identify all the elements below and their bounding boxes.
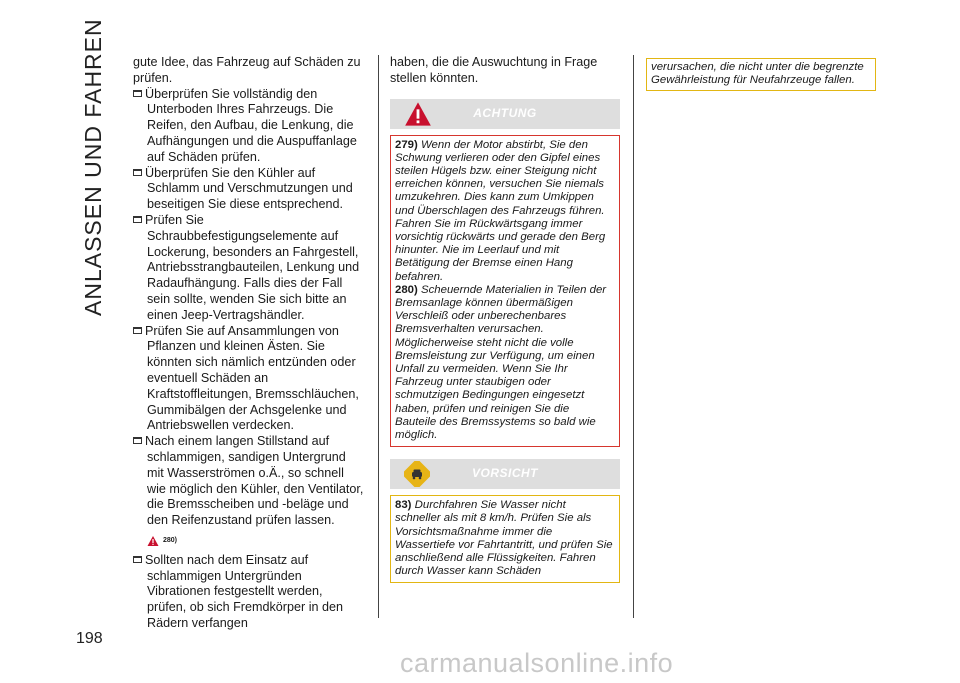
bullet-icon	[133, 169, 142, 176]
note: 83) Durchfahren Sie Wasser nicht schneller als mit 8 km/h. Prüfen Sie als Vorsichtsmaßnahme immer die Wassertiefe vor Fahrtantritt, und prüfen Sie anschließend alle Flüssigkeiten. Fahren durch Wasser kann Schäden	[395, 499, 613, 578]
warning-triangle-icon	[147, 535, 159, 547]
bullet-icon	[133, 556, 142, 563]
caution-car-icon	[404, 461, 430, 487]
vorsicht-box	[390, 495, 620, 583]
paragraph: gute Idee, das Fahrzeug auf Schäden zu prüfen.	[133, 55, 361, 85]
paragraph: haben, die die Auswuchtung in Frage stellen könnten.	[390, 55, 598, 85]
vorsicht-header: VORSICHT	[390, 459, 620, 489]
column-2	[390, 55, 620, 583]
note: 279) Wenn der Motor abstirbt, Sie den Schwung verlieren oder den Gipfel eines steilen Hügels bzw. einer Steigung nicht erreichen können, versuchen Sie niemals umzukehren. Dies kann zum Umkippen und Überschlagen des Fahrzeugs führen. Fahren Sie im Rückwärtsgang immer vorsichtig rückwärts und gerade den Berg hinunter. Nie im Leerlauf und mit Betätigung der Bremse einen Hang befahren.	[395, 138, 606, 283]
column-divider	[633, 55, 634, 618]
watermark: carmanualsonline.info	[400, 648, 674, 678]
note-continuation: verursachen, die nicht unter die begrenzte Gewährleistung für Neufahrzeuge fallen.	[651, 61, 864, 87]
bullet-item: Überprüfen Sie den Kühler auf Schlamm und Verschmutzungen und beseitigen Sie diese entsprechend.	[133, 166, 365, 213]
achtung-box	[390, 135, 620, 448]
bullet-item: Prüfen Sie auf Ansammlungen von Pflanzen und kleinen Ästen. Sie könnten sich nämlich entzünden oder eventuell Schäden an Kraftstoffleitungen, Bremsschläuchen, Gummibälgen der Achsgelenke und Antriebswellen verdecken.	[133, 324, 365, 435]
bullet-icon	[133, 216, 142, 223]
bullet-icon	[133, 90, 142, 97]
warning-reference: 280)	[147, 533, 365, 549]
achtung-header: ACHTUNG	[390, 99, 620, 129]
note: 280) Scheuernde Materialien in Teilen der Bremsanlage können übermäßigen Verschleiß oder unberechenbares Bremsverhalten verursachen. Möglicherweise steht nicht die volle Bremsleistung zur Verfügung, um einen Unfall zu vermeiden. Wenn Sie Ihr Fahrzeug unter staubigen oder schmutzigen Bedingungen eingesetzt haben, prüfen und reinigen Sie die Bauteile des Bremssystems so bald wie möglich.	[395, 283, 607, 442]
section-title: ANLASSEN UND FAHREN	[80, 18, 106, 316]
bullet-icon	[133, 437, 142, 444]
bullet-item: Prüfen Sie Schraubbefestigungselemente auf Lockerung, besonders an Fahrgestell, Antriebsstrangbauteilen, Lenkung und Radaufhängung. Falls dies der Fall sein sollte, wenden Sie sich bitte an einen Jeep-Vertragshändler.	[133, 213, 365, 324]
page-number: 198	[76, 630, 103, 647]
warning-triangle-icon	[404, 100, 432, 128]
column-1	[133, 55, 365, 632]
column-divider	[378, 55, 379, 618]
bullet-item: Überprüfen Sie vollständig den Unterboden Ihres Fahrzeugs. Die Reifen, den Aufbau, die Lenkung, die Aufhängungen und die Auspuffanlage auf Schäden prüfen.	[133, 87, 365, 166]
bullet-item: Nach einem langen Stillstand auf schlammigen, sandigen Untergrund mit Wasserströmen o.Ä., so schnell wie möglich den Kühler, den Ventilator, die Bremsscheiben und -beläge und den Reifenzustand prüfen lassen.	[133, 434, 365, 529]
bullet-icon	[133, 327, 142, 334]
vorsicht-continuation-box	[646, 58, 876, 91]
bullet-item: Sollten nach dem Einsatz auf schlammigen Untergründen Vibrationen festgestellt werden, prüfen, ob sich Fremdkörper in den Rädern verfangen	[133, 553, 365, 632]
